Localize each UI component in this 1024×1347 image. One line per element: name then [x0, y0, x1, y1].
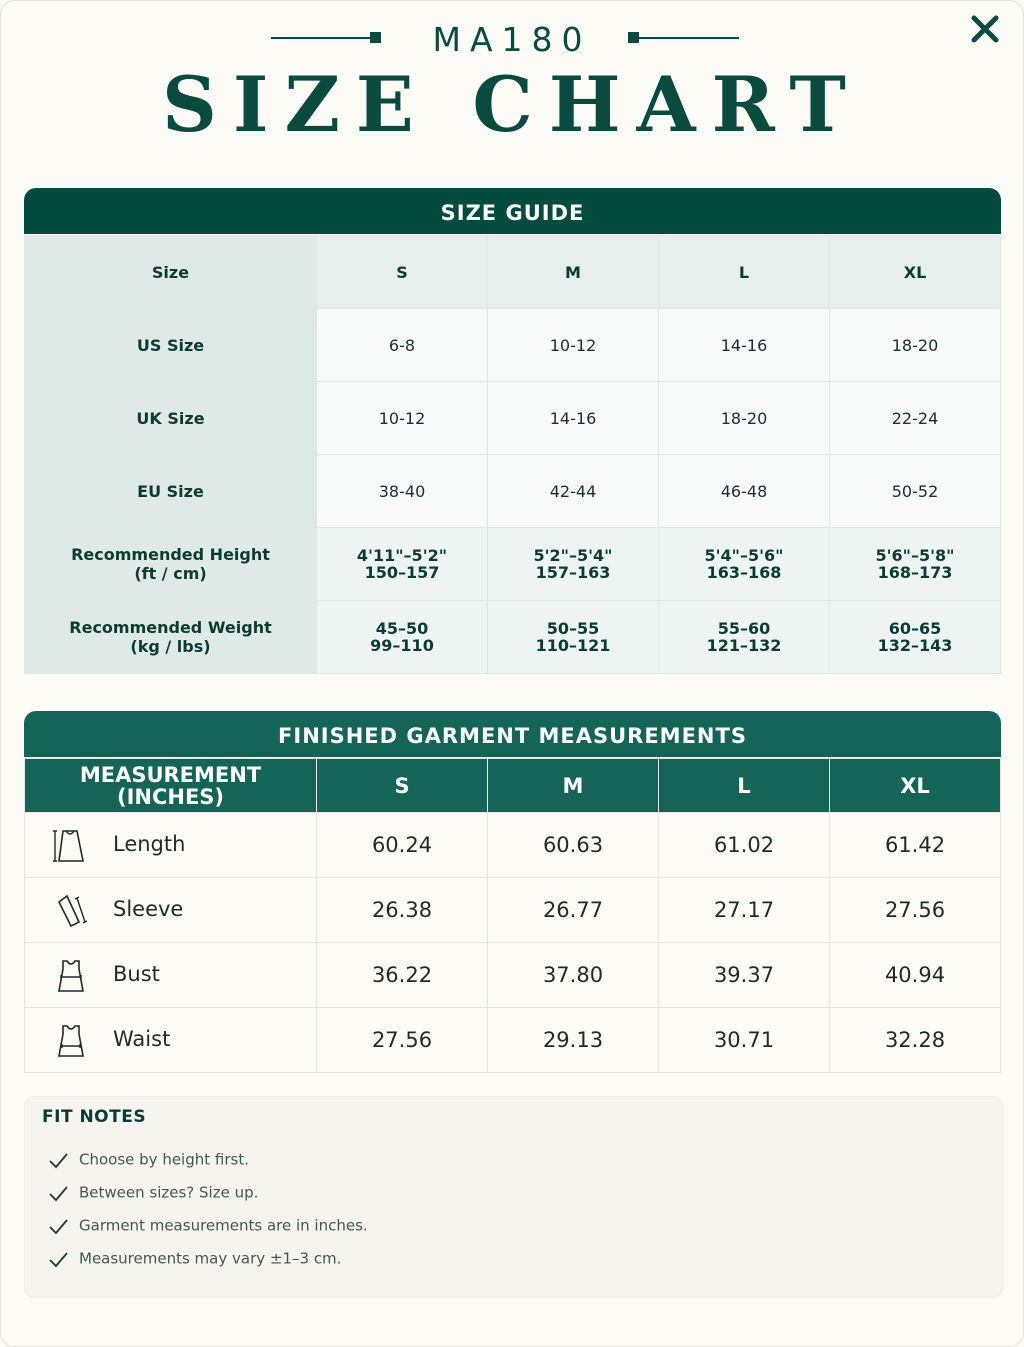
fit-note-text: Choose by height first.	[79, 1150, 249, 1169]
row-label-uk-size: UK Size	[25, 382, 317, 455]
row-label-unit: (ft / cm)	[134, 564, 207, 583]
fit-notes-title: FIT NOTES	[42, 1107, 147, 1127]
table-cell	[659, 601, 830, 674]
checkmark-icon	[47, 1182, 69, 1204]
table-row	[25, 878, 1001, 943]
table-cell: 37.80	[488, 943, 659, 1008]
row-label-eu-size: EU Size	[25, 455, 317, 528]
height-cm: 157–163	[535, 563, 611, 582]
column-header-l: L	[659, 236, 830, 309]
measurement-label: Waist	[113, 1027, 171, 1051]
table-cell: 50-52	[830, 455, 1001, 528]
size-guide-table	[24, 235, 1001, 674]
length-icon	[53, 827, 89, 865]
size-guide-heading: SIZE GUIDE	[24, 188, 1001, 234]
height-cm: 168–173	[877, 563, 953, 582]
table-cell: 14-16	[488, 382, 659, 455]
table-cell: 61.42	[830, 813, 1001, 878]
table-cell: 60.63	[488, 813, 659, 878]
measurement-label: Bust	[113, 962, 160, 986]
garment-measurements-table	[24, 758, 1001, 1073]
table-cell: 18-20	[830, 309, 1001, 382]
column-header-size: Size	[25, 236, 317, 309]
column-header-s: S	[317, 236, 488, 309]
page-title: SIZE CHART	[162, 60, 862, 149]
table-row	[25, 943, 1001, 1008]
height-ft: 5'6"–5'8"	[875, 546, 955, 565]
height-cm: 163–168	[706, 563, 782, 582]
row-label-recommended-weight	[25, 601, 317, 674]
table-cell	[830, 601, 1001, 674]
weight-kg: 60–65	[888, 619, 942, 638]
close-button[interactable]	[966, 12, 1002, 48]
column-header-line: MEASUREMENT	[79, 762, 262, 787]
column-header-measurement	[25, 759, 317, 813]
table-cell	[659, 528, 830, 601]
column-header-m: M	[488, 759, 659, 813]
garment-measurements-heading: FINISHED GARMENT MEASUREMENTS	[24, 711, 1001, 757]
fit-note-item	[47, 1147, 249, 1171]
height-cm: 150–157	[364, 563, 440, 582]
table-cell: 32.28	[830, 1008, 1001, 1073]
table-cell: 39.37	[659, 943, 830, 1008]
table-row	[25, 813, 1001, 878]
table-cell	[830, 528, 1001, 601]
column-header-m: M	[488, 236, 659, 309]
column-header-l: L	[659, 759, 830, 813]
table-cell: 36.22	[317, 943, 488, 1008]
table-header-row	[25, 236, 1001, 309]
column-header-xl: XL	[830, 759, 1001, 813]
fit-note-text: Between sizes? Size up.	[79, 1183, 259, 1202]
fit-note-item	[47, 1213, 368, 1237]
table-cell: 40.94	[830, 943, 1001, 1008]
row-label-line: Recommended Height	[71, 545, 270, 564]
height-ft: 4'11"–5'2"	[356, 546, 448, 565]
fit-note-text: Measurements may vary ±1–3 cm.	[79, 1249, 342, 1268]
checkmark-icon	[47, 1215, 69, 1237]
table-cell: 30.71	[659, 1008, 830, 1073]
measurement-bust	[25, 943, 317, 1008]
weight-lbs: 132–143	[877, 636, 953, 655]
table-cell: 60.24	[317, 813, 488, 878]
weight-lbs: 110–121	[535, 636, 611, 655]
row-label-recommended-height	[25, 528, 317, 601]
measurement-length	[25, 813, 317, 878]
checkmark-icon	[47, 1248, 69, 1270]
bust-icon	[53, 957, 89, 995]
table-cell: 10-12	[488, 309, 659, 382]
fit-notes-panel	[24, 1096, 1003, 1298]
waist-icon	[53, 1022, 89, 1060]
table-cell: 27.56	[317, 1008, 488, 1073]
table-row	[25, 1008, 1001, 1073]
weight-lbs: 121–132	[706, 636, 782, 655]
table-cell: 27.17	[659, 878, 830, 943]
table-cell: 18-20	[659, 382, 830, 455]
table-row	[25, 382, 1001, 455]
column-header-xl: XL	[830, 236, 1001, 309]
table-cell	[488, 528, 659, 601]
weight-kg: 55–60	[717, 619, 771, 638]
close-icon	[966, 12, 1002, 48]
sleeve-icon	[53, 892, 89, 930]
column-header-s: S	[317, 759, 488, 813]
table-cell: 26.77	[488, 878, 659, 943]
fit-note-text: Garment measurements are in inches.	[79, 1216, 368, 1235]
table-cell: 29.13	[488, 1008, 659, 1073]
table-cell: 27.56	[830, 878, 1001, 943]
fit-note-item	[47, 1180, 258, 1204]
measurement-label: Length	[113, 832, 186, 856]
height-ft: 5'4"–5'6"	[704, 546, 784, 565]
row-label-line: Recommended Weight	[69, 618, 272, 637]
table-cell: 42-44	[488, 455, 659, 528]
table-cell	[317, 601, 488, 674]
table-row	[25, 455, 1001, 528]
table-cell: 61.02	[659, 813, 830, 878]
measurement-sleeve	[25, 878, 317, 943]
table-cell	[488, 601, 659, 674]
table-cell: 46-48	[659, 455, 830, 528]
table-row	[25, 601, 1001, 674]
table-cell: 22-24	[830, 382, 1001, 455]
table-header-row	[25, 759, 1001, 813]
checkmark-icon	[47, 1149, 69, 1171]
row-label-unit: (kg / lbs)	[130, 637, 211, 656]
table-cell: 6-8	[317, 309, 488, 382]
fit-note-item	[47, 1246, 341, 1270]
column-header-unit: (INCHES)	[116, 784, 225, 809]
table-cell: 14-16	[659, 309, 830, 382]
table-cell: 10-12	[317, 382, 488, 455]
measurement-waist	[25, 1008, 317, 1073]
table-cell	[317, 528, 488, 601]
product-code: MA180	[432, 20, 592, 59]
height-ft: 5'2"–5'4"	[533, 546, 613, 565]
row-label-us-size: US Size	[25, 309, 317, 382]
weight-kg: 50–55	[546, 619, 600, 638]
table-cell: 38-40	[317, 455, 488, 528]
weight-kg: 45–50	[375, 619, 429, 638]
table-cell: 26.38	[317, 878, 488, 943]
weight-lbs: 99–110	[370, 636, 434, 655]
table-row	[25, 528, 1001, 601]
measurement-label: Sleeve	[113, 897, 184, 921]
table-row	[25, 309, 1001, 382]
